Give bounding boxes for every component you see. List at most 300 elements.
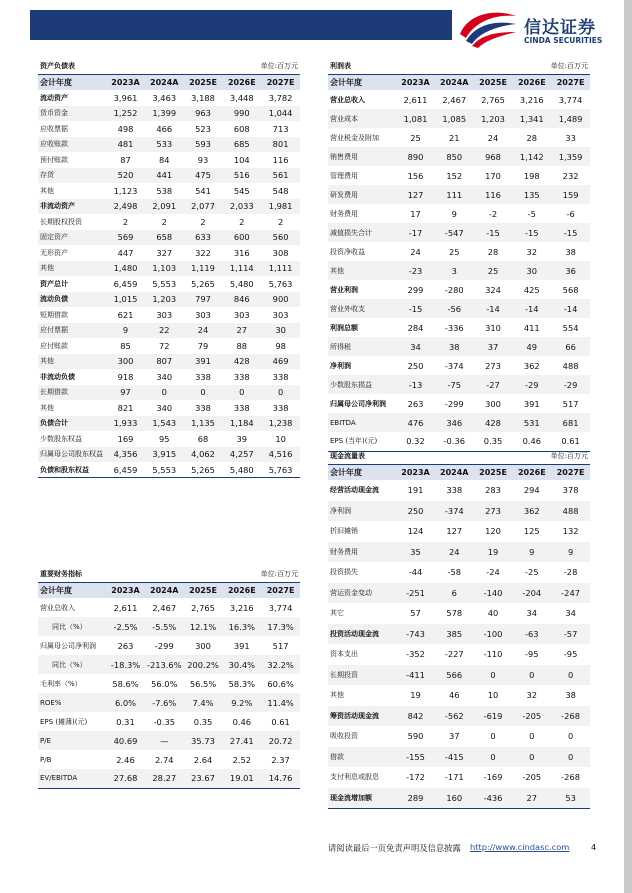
table-row: [38, 385, 300, 401]
row-value: 441: [145, 168, 184, 184]
table-row: [38, 323, 300, 339]
row-value: —: [145, 731, 184, 750]
row-value: 1,203: [145, 292, 184, 308]
row-value: 85: [120, 340, 131, 351]
row-label: 应付票据: [38, 323, 106, 339]
row-value: 24: [410, 246, 421, 257]
row-value: 378: [562, 485, 579, 496]
row-value: 2,467: [152, 602, 177, 613]
row-label: 净利润: [328, 501, 396, 522]
row-value: 531: [512, 413, 551, 432]
header-year: 2023A: [396, 75, 435, 91]
row-value: 53: [551, 788, 590, 809]
data-table: [328, 464, 590, 809]
row-value: 517: [272, 640, 289, 651]
row-value: 38: [565, 690, 576, 701]
row-value: 0: [551, 747, 590, 768]
row-label: 支付利息或股息: [330, 773, 379, 782]
row-value: 14.76: [261, 769, 300, 788]
row-label: 资本支出: [330, 650, 358, 659]
page-number: 4: [591, 842, 597, 852]
row-value: -374: [444, 360, 464, 371]
row-value: 9.2%: [222, 693, 261, 712]
row-value: 160: [435, 788, 474, 809]
row-value: 1,123: [113, 185, 138, 196]
row-value: 968: [474, 147, 513, 166]
row-value: 324: [485, 284, 501, 295]
row-value: 561: [261, 168, 300, 184]
row-value: 1,015: [106, 292, 145, 308]
row-value: -227: [444, 649, 464, 660]
table-row: [328, 624, 590, 645]
table-row: [328, 501, 590, 522]
row-value: -172: [406, 772, 425, 783]
row-value: 303: [233, 309, 250, 320]
row-value: 72: [158, 340, 170, 351]
row-value: 2,077: [184, 199, 223, 215]
row-value: -299: [154, 640, 174, 651]
row-value: -17: [396, 223, 435, 242]
table-row: [328, 413, 590, 432]
table-row: [328, 603, 590, 624]
table-row: [38, 214, 300, 230]
row-value: -619: [474, 706, 513, 727]
row-value: -15: [474, 223, 513, 242]
row-value: 19: [410, 690, 421, 701]
row-value: 340: [156, 402, 173, 413]
row-value: 308: [272, 247, 289, 258]
row-value: 0: [261, 385, 300, 401]
row-value: 6.0%: [106, 693, 145, 712]
row-value: 300: [485, 398, 501, 409]
header-year: 2025E: [184, 583, 223, 599]
row-value: -6: [566, 208, 575, 219]
row-value: 34: [565, 608, 576, 619]
header-year: 2025E: [474, 465, 513, 481]
row-value: 569: [106, 230, 145, 246]
row-label: 毛利率（%）: [40, 679, 82, 688]
row-value: 104: [233, 154, 250, 165]
row-value: 1,933: [106, 416, 145, 432]
row-value: 1,081: [396, 109, 435, 128]
row-value: -2: [488, 208, 498, 219]
row-value: 316: [233, 247, 250, 258]
table-row: [328, 280, 590, 299]
row-value: 545: [233, 185, 250, 196]
row-label: 研发费用: [328, 185, 396, 204]
row-value: -547: [435, 223, 474, 242]
table-row: [38, 137, 300, 153]
row-value: 9: [512, 542, 551, 563]
row-label: 财务费用: [328, 542, 396, 563]
row-value: 2,611: [403, 94, 428, 105]
row-value: 116: [272, 154, 289, 165]
row-value: 608: [233, 123, 250, 134]
row-value: 1,085: [435, 109, 474, 128]
table-row: [38, 731, 300, 750]
row-value: 1,135: [184, 416, 223, 432]
header-year: 2024A: [145, 583, 184, 599]
row-label: 营业外收支: [328, 299, 396, 318]
row-value: 32: [526, 246, 538, 257]
row-value: -352: [406, 649, 425, 660]
row-value: -95: [563, 649, 578, 660]
row-value: 12.1%: [184, 617, 223, 636]
row-label: ROE%: [38, 693, 106, 712]
table-row: [38, 121, 300, 137]
row-value: 0: [474, 665, 513, 686]
row-label: 流动负债: [38, 292, 106, 308]
row-value: 520: [106, 168, 145, 184]
row-value: 0: [222, 385, 261, 401]
row-value: -169: [483, 772, 503, 783]
row-value: 0.61: [271, 716, 290, 727]
row-value: 2,765: [191, 602, 215, 613]
row-value: -100: [474, 624, 513, 645]
row-value: 5,763: [268, 278, 293, 289]
row-value: 469: [261, 354, 300, 370]
row-value: -205: [522, 772, 542, 783]
disclaimer-text: 请阅读最后一页免责声明及信息披露: [328, 843, 461, 853]
row-label: 营业总收入: [40, 603, 75, 612]
row-value: 23.67: [184, 769, 223, 788]
table-row: [38, 106, 300, 122]
table-row: [38, 431, 300, 447]
row-value: 590: [407, 731, 424, 742]
table-row: [328, 299, 590, 318]
table-row: [328, 128, 590, 147]
row-value: 0.46: [232, 716, 252, 727]
row-value: 28.27: [145, 769, 184, 788]
row-value: 27: [222, 323, 261, 339]
row-label: 折旧摊销: [330, 527, 358, 536]
row-value: 79: [197, 340, 209, 351]
row-label: 应收票据: [40, 124, 68, 133]
table-row: [328, 726, 590, 747]
row-value: 1,142: [512, 147, 551, 166]
row-value: -13: [396, 375, 435, 394]
row-label: 长期借款: [38, 385, 106, 401]
row-value: 2.64: [193, 754, 213, 765]
header-year: 2023A: [396, 465, 435, 481]
table-row: [328, 242, 590, 261]
table-row: [328, 788, 590, 809]
row-value: 9: [106, 323, 145, 339]
row-value: 5,763: [261, 462, 300, 478]
row-value: 797: [184, 292, 223, 308]
row-label: 营业总收入: [330, 95, 365, 104]
header-label: 会计年度: [38, 583, 106, 599]
row-value: 600: [222, 230, 261, 246]
row-label: 净利润: [330, 361, 351, 370]
table-row: [328, 261, 590, 280]
row-value: 250: [407, 360, 424, 371]
table-header-row: [38, 75, 300, 91]
row-value: 10: [275, 433, 286, 444]
row-value: 111: [435, 185, 474, 204]
row-label: 归属母公司净利润: [330, 399, 386, 408]
logo-text-en: CINDA SECURITIES: [524, 36, 603, 45]
row-value: -2.5%: [106, 617, 145, 636]
row-value: 20.72: [261, 731, 300, 750]
row-value: -75: [435, 375, 474, 394]
row-value: 1,114: [222, 261, 261, 277]
row-value: 681: [551, 413, 590, 432]
row-value: 846: [222, 292, 261, 308]
row-value: 7.4%: [184, 693, 223, 712]
row-value: 516: [222, 168, 261, 184]
table-row: [328, 480, 590, 501]
row-value: 58.3%: [228, 678, 255, 689]
row-value: -23: [396, 261, 435, 280]
row-value: 1,341: [512, 109, 551, 128]
row-value: 1,489: [551, 109, 590, 128]
row-value: -7.6%: [145, 693, 184, 712]
row-value: 0: [512, 665, 551, 686]
row-value: 27: [512, 788, 551, 809]
row-value: -5.5%: [145, 617, 184, 636]
row-value: 850: [435, 147, 474, 166]
table-row: [328, 185, 590, 204]
row-value: 481: [106, 137, 145, 153]
row-value: -0.36: [435, 432, 474, 451]
row-value: 9: [451, 208, 457, 219]
logo-text-cn: 信达证券: [524, 18, 596, 38]
page-edge: [624, 0, 632, 893]
row-value: 135: [512, 185, 551, 204]
row-label: 同比（%）: [38, 655, 106, 674]
row-value: 807: [145, 354, 184, 370]
row-value: 1,543: [145, 416, 184, 432]
row-value: 498: [117, 123, 134, 134]
row-value: 5,553: [152, 278, 177, 289]
table-row: [38, 674, 300, 693]
row-value: 9: [551, 542, 590, 563]
row-value: 0: [184, 385, 223, 401]
table-unit: 单位:百万元: [550, 62, 588, 70]
row-value: 2.46: [116, 754, 135, 765]
row-value: 476: [396, 413, 435, 432]
row-value: 1,044: [261, 106, 300, 122]
row-value: 1,981: [261, 199, 300, 215]
row-value: -436: [474, 788, 513, 809]
row-value: 517: [562, 398, 579, 409]
row-value: 21: [448, 132, 460, 143]
row-value: 2,091: [145, 199, 184, 215]
table-row: [328, 356, 590, 375]
row-value: 3,216: [519, 94, 544, 105]
row-value: 3,774: [558, 94, 583, 105]
row-value: 391: [184, 354, 223, 370]
row-value: 0.61: [551, 432, 590, 451]
row-value: 283: [485, 485, 501, 496]
row-value: -5: [527, 208, 536, 219]
row-label: 长期股权投资: [40, 217, 82, 226]
row-value: 10: [487, 690, 499, 701]
row-value: 523: [195, 123, 211, 134]
row-value: 66: [551, 337, 590, 356]
header-year: 2024A: [145, 75, 184, 91]
cinda-logo-icon: [458, 8, 520, 48]
row-label: 营业成本: [328, 109, 396, 128]
table-row: [328, 394, 590, 413]
row-value: 0: [529, 731, 535, 742]
row-value: 3,216: [229, 602, 254, 613]
row-value: 2.37: [271, 754, 290, 765]
row-value: 299: [407, 284, 424, 295]
row-value: 5,265: [191, 278, 215, 289]
header-year: 2026E: [222, 583, 261, 599]
table-row: [38, 769, 300, 788]
row-value: -15: [512, 223, 551, 242]
row-value: 300: [106, 354, 145, 370]
row-value: -18.3%: [106, 655, 145, 674]
row-value: 273: [474, 501, 513, 522]
row-label: EPS (当年)(元): [328, 432, 396, 451]
table-row: [38, 168, 300, 184]
row-value: 593: [184, 137, 223, 153]
row-value: -562: [435, 706, 474, 727]
row-value: 24: [184, 323, 223, 339]
row-value: 32: [526, 690, 538, 701]
row-value: -204: [512, 583, 551, 604]
row-value: 191: [407, 485, 424, 496]
row-value: 263: [407, 398, 424, 409]
table-row: [38, 307, 300, 323]
row-value: 338: [446, 485, 463, 496]
row-value: 0: [512, 747, 551, 768]
table-title: 现金流量表: [330, 452, 365, 460]
row-value: 37: [474, 337, 513, 356]
row-value: -743: [396, 624, 435, 645]
row-value: 554: [562, 322, 579, 333]
row-value: 3,463: [152, 92, 177, 103]
row-value: 2: [200, 216, 206, 227]
row-value: 338: [233, 402, 250, 413]
row-value: 1,111: [261, 261, 300, 277]
row-value: 3,448: [229, 92, 254, 103]
table-row: [38, 369, 300, 385]
table-row: [38, 712, 300, 731]
row-value: 801: [261, 137, 300, 153]
row-label: 吸收投资: [330, 732, 358, 741]
row-value: 56.0%: [151, 678, 178, 689]
row-value: 658: [145, 230, 184, 246]
row-value: 88: [236, 340, 248, 351]
row-value: -29: [551, 375, 590, 394]
row-value: 0.31: [116, 716, 135, 727]
row-value: 346: [435, 413, 474, 432]
row-value: 39: [236, 433, 248, 444]
row-value: 87: [120, 154, 131, 165]
row-value: 538: [156, 185, 173, 196]
table-row: [328, 644, 590, 665]
table-title-bar: [328, 448, 590, 464]
row-value: 310: [485, 322, 501, 333]
row-value: 338: [195, 402, 211, 413]
row-value: -14: [551, 299, 590, 318]
row-value: 425: [523, 284, 540, 295]
row-value: -24: [486, 567, 500, 578]
row-value: 159: [551, 185, 590, 204]
table-row: [328, 318, 590, 337]
row-value: 232: [562, 170, 579, 181]
row-value: 198: [523, 170, 540, 181]
website-link[interactable]: http://www.cindasc.com: [470, 842, 570, 852]
table-header-row: [328, 465, 590, 481]
table-title: 利润表: [330, 62, 351, 70]
row-value: 6,459: [106, 462, 145, 478]
row-value: 124: [407, 526, 424, 537]
row-value: 49: [512, 337, 551, 356]
row-value: 127: [446, 526, 463, 537]
row-value: -268: [551, 706, 590, 727]
header-banner: [30, 10, 452, 40]
table-title: 重要财务指标: [40, 570, 82, 578]
row-value: 57: [410, 608, 421, 619]
row-value: 428: [222, 354, 261, 370]
header-year: 2027E: [551, 75, 590, 91]
row-value: 303: [272, 309, 289, 320]
header-year: 2027E: [261, 75, 300, 91]
row-label: 其他: [38, 261, 106, 277]
table-header-row: [38, 583, 300, 599]
row-value: 327: [156, 247, 173, 258]
row-value: 1,119: [184, 261, 223, 277]
header-year: 2023A: [106, 75, 145, 91]
row-label: 所得税: [328, 337, 396, 356]
row-value: -247: [551, 583, 590, 604]
row-value: -63: [512, 624, 551, 645]
row-value: -374: [435, 501, 474, 522]
row-label: 营业利润: [330, 285, 358, 294]
row-value: -171: [444, 772, 464, 783]
header-year: 2026E: [222, 75, 261, 91]
row-value: 1,399: [145, 106, 184, 122]
row-value: 3,961: [113, 92, 138, 103]
row-value: 362: [512, 501, 551, 522]
row-value: 3: [435, 261, 474, 280]
balance-sheet-table: [38, 58, 300, 478]
page-footer: [0, 842, 632, 858]
row-value: 34: [526, 608, 538, 619]
row-value: 391: [523, 398, 540, 409]
table-row: [328, 166, 590, 185]
row-value: 411: [523, 322, 540, 333]
header-label: 会计年度: [328, 75, 396, 91]
row-value: -0.35: [153, 716, 175, 727]
row-label: 减值损失合计: [328, 223, 396, 242]
row-value: 132: [562, 526, 579, 537]
row-value: 35: [396, 542, 435, 563]
row-value: -57: [551, 624, 590, 645]
row-label: 归属母公司净利润: [40, 641, 96, 650]
row-value: 30: [261, 323, 300, 339]
row-value: 963: [184, 106, 223, 122]
row-label: 短期借款: [40, 310, 68, 319]
row-label: 负债合计: [38, 416, 106, 432]
row-value: -28: [563, 567, 578, 578]
row-value: 475: [184, 168, 223, 184]
row-label: 筹资活动现金流: [328, 706, 396, 727]
row-label: 其他: [40, 403, 54, 412]
row-value: 385: [435, 624, 474, 645]
header-label: 会计年度: [328, 465, 396, 481]
row-label: EV/EBITDA: [38, 769, 106, 788]
table-row: [38, 183, 300, 199]
row-value: 28: [526, 132, 538, 143]
row-value: 4,516: [261, 447, 300, 463]
